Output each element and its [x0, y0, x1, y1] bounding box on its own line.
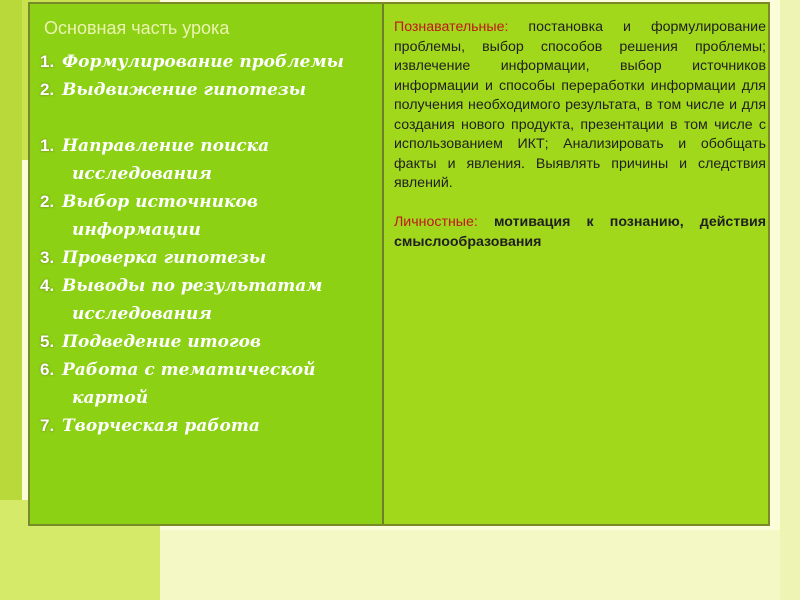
list-item [30, 356, 382, 412]
list-item [30, 272, 382, 328]
item-text: Формулирование проблемы [62, 52, 344, 72]
bg-decor-right-strip [780, 0, 800, 600]
item-text: Выдвижение гипотезы [62, 80, 307, 100]
stages-list [30, 48, 382, 440]
item-number: 3. [40, 248, 55, 267]
list-item [30, 48, 382, 76]
column-heading: Основная часть урока [44, 18, 230, 38]
cognitive-label: Познавательные: [394, 19, 509, 35]
item-text: Работа с тематической [62, 360, 316, 380]
item-text-continued: исследования [72, 304, 212, 324]
list-item [30, 244, 382, 272]
item-number: 6. [40, 360, 55, 379]
item-number: 2. [40, 192, 55, 211]
paragraph-spacer [394, 194, 766, 214]
item-text: Выбор источников [62, 192, 259, 212]
personal-label: Личностные: [394, 214, 478, 230]
item-text: Выводы по результатам [62, 276, 323, 296]
list-gap [30, 104, 382, 132]
item-text-continued: информации [72, 220, 201, 240]
item-text-continued: исследования [72, 164, 212, 184]
list-item [30, 412, 382, 440]
item-number: 7. [40, 416, 55, 435]
lesson-table [28, 2, 770, 526]
list-item [30, 188, 382, 244]
personal-text: мотивация к познанию, действия смыслообразования [394, 214, 766, 250]
list-item [30, 132, 382, 188]
item-number: 5. [40, 332, 55, 351]
outcomes-text [394, 18, 766, 252]
bg-decor-bottom [160, 530, 800, 600]
cognitive-text: постановка и формулирование проблемы, выбор способов решения проблемы; извлечение информации, выбор источников информации и способы переработки информации для получения необходимого результата, в том числе и для создания нового продукта, презентации в том числе с использованием ИКТ; Анализировать и обобщать факты и явления. Выявлять причины и следствия явлений. [394, 19, 766, 191]
lesson-stages-column [30, 4, 382, 524]
item-text: Творческая работа [62, 416, 260, 436]
list-item [30, 328, 382, 356]
item-text: Проверка гипотезы [62, 248, 267, 268]
item-number: 2. [40, 80, 55, 99]
item-text: Направление поиска [62, 136, 270, 156]
list-item [30, 76, 382, 104]
item-text: Подведение итогов [62, 332, 262, 352]
learning-outcomes-column [384, 4, 768, 524]
item-number: 1. [40, 52, 55, 71]
item-text-continued: картой [72, 388, 149, 408]
item-number: 1. [40, 136, 55, 155]
item-number: 4. [40, 276, 55, 295]
